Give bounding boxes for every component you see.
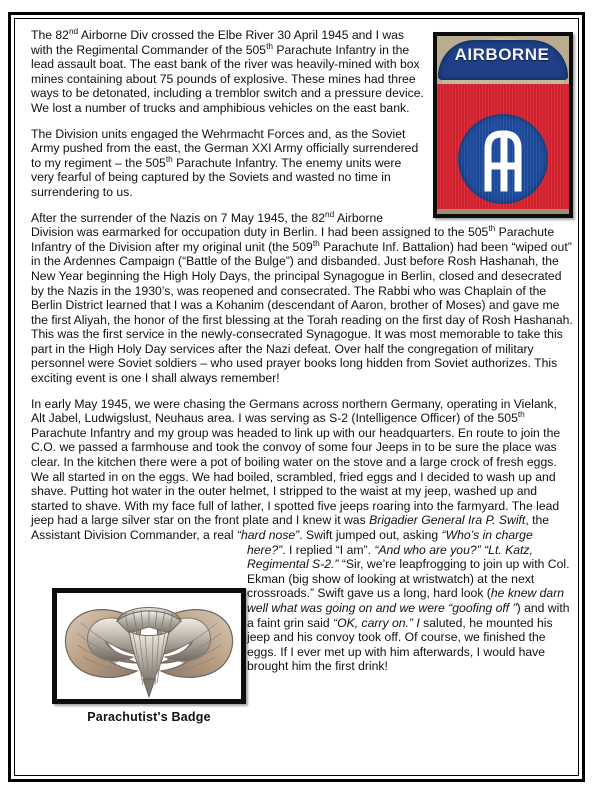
par4-italic-ok-carry-on: “OK, carry on.” [333,615,413,630]
par4-italic-who-are-you: “And who are you?” [374,542,481,557]
par4-seg1: In early May 1945, we were chasing the Germans across northern Germany, operating in Vielank, Alt Jabel, Ludwigslust, Neuhaus area. I was serving as S-2 (Intelligence Officer) of the 505 [31,396,557,426]
airborne-patch-figure [433,32,573,218]
par4-seg8: ) and with a faint grin said [247,600,570,630]
par4-italic-knew-darn-well: he knew darn well what was going on and we were “goofing off ” [247,586,565,615]
par4-seg4: . Swift jumped out, asking [299,528,442,542]
par3-seg1: After the surrender of the Nazis on 7 May 1945, the 82 [31,210,326,225]
par3-seg2: Airborne Division was earmarked for occupation duty in Berlin. I had been assigned to the 505 [31,210,489,240]
paragraph-berlin-synagogue [31,208,573,386]
par4-italic-i: I [416,615,420,630]
parachutist-badge-caption: Parachutist's Badge [87,710,211,724]
jump-wings-illustration [57,593,241,699]
par4-italic-whos-in-charge: “Who’s in charge here?” [247,528,533,557]
par4-italic-general-name: Brigadier General Ira P. Swift [369,513,526,528]
par3-seg4: Parachute Inf. Battalion) had been “wiped out” in the Ardennes Campaign (“Battle of the Bulge”) and disbanded. Just before Rosh Hashanah, the New Year beginning the High Holy Days, the principal Synagogue in Berlin, closed and desecrated by the Nazis in the 1930’s, was reopened and consecrated. The Rabbi who was Chaplain of the Berlin District learned that I was a Kohanim (descendant of Aaron, brother of Moses) and gave me the first Aliyah, the honor of the first blessing at the Torah reading on the first day of Rosh Hashanah. This was the first service in the newly-consecrated Synagogue. It was most memorable to take this part in the High Holy Day services after the Nazi defeat. Over half the congregation of military personnel were Soviet soldiers – who used prayer books long hidden from Soviet authorizes. This exciting event is one I shall always remember! [31,239,573,386]
par2-seg2: Parachute Infantry. The enemy units were very fearful of being captured by the Soviets and wasted no time in surrendering to us. [31,155,402,199]
par4-seg7: “Sir, we’re leapfrogging to join up with Col. Ekman (big show of looking at wristwatch) at the next crossroads.” Swift gave us a long, hard look ( [247,557,570,601]
par4-italic-hard-nose: “hard nose” [236,528,300,542]
par2-seg1: The Division units engaged the Wehrmacht Forces and, as the Soviet Army pushed from the east, the German XXI Army officially surrendered to my regiment – the 505 [31,126,419,170]
airborne-patch-image [437,36,569,214]
par4-seg3: , the Assistant Division Commander, a real [31,513,550,542]
par4-seg10: saluted, he mounted his jeep and his convoy took off. Of course, we finished the eggs. If I ever met up with him afterwards, I would have brought him the first drink! [247,615,553,674]
par4-italic-lt-katz: “Lt. Katz, Regimental S-2.” [247,542,533,572]
parachutist-badge-frame [52,588,246,704]
par3-sup-nd: nd [325,208,335,219]
patch-bottom-edge [437,209,569,214]
parachutist-badge-figure [52,588,246,724]
par1-seg1: The 82 [31,28,69,42]
par2-sup-th: th [165,153,173,164]
airborne-patch-frame [433,32,573,218]
par1-seg2: Airborne Div crossed the Elbe River 30 April 1945 and I was with the Regimental Commander of the 505 [31,28,405,57]
par4-seg2: Parachute Infantry and my group was headed to link up with our headquarters. En route to join the C.O. we passed a farmhouse and took the convoy of some four Jeeps in to be sure the place was clear. In the kitchen there were a pot of boiling water on the stove and a large crock of fresh eggs. We all started in on the eggs. We had boiled, scrambled, fried eggs and I decided to wash up and shave. Putting hot water in the outer helmet, I stripped to the waist at my jeep, washed up and started to shave. With my face full of lather, I spotted five jeeps roaring into the farmyard. The lead jeep had a large silver star on the front plate and I knew it was [31,425,561,528]
par4-sup-th: th [517,409,525,420]
par4-seg5: . I replied “I am”. [282,542,375,557]
par1-sup-nd: nd [68,25,79,36]
par3-sup-th-509: th [312,237,320,248]
par3-seg3: Parachute Infantry of the Division after my original unit (the 509 [31,225,555,254]
par1-seg3: Parachute Infantry in the lead assault boat. The east bank of the river was heavily-mined with box mines containing about 75 pounds of explosive. These mines had three ways to be detonated, including a tremblor switch and a pressure device. We lost a number of trucks and amphibious vehicles on the east bank. [31,42,424,115]
par1-sup-th: th [266,40,273,51]
par3-sup-th-505: th [488,223,496,234]
patch-tab-label: AIRBORNE [454,45,550,64]
patch-double-a-monogram [458,114,548,204]
parachutist-badge-image [57,593,241,699]
